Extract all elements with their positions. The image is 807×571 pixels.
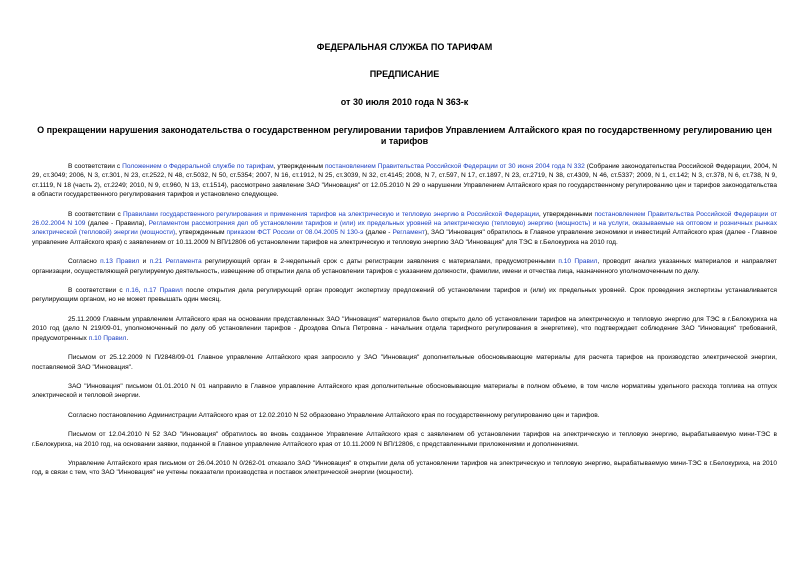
paragraph-text: В соответствии с [68, 163, 123, 170]
body-paragraph [32, 411, 777, 420]
legal-reference-link[interactable]: Регламент [392, 229, 425, 237]
paragraph-text: , утвержденным [273, 163, 325, 170]
paragraph-text: ), ЗАО "Инновация" обратилось в Главное управление экономики и инвестиций Алтайского края (далее - Главное управление Алтайского края) с заявлением от 10.11.2009 N ВП/12806 об установлении тарифов на электрическую и тепловую энергию ЗАО "Инновация" для ТЭС в г.Белокуриха на 2010 год. [32, 229, 777, 246]
legal-reference-link[interactable]: п.10 Правил [88, 334, 127, 342]
paragraph-text: , утвержденными [538, 210, 595, 218]
legal-reference-link[interactable]: постановлением Правительства Российской Федерации от 30 июня 2004 года N 332 [324, 163, 585, 170]
legal-reference-link[interactable]: п.13 Правил [100, 258, 140, 266]
paragraph-text: Письмом от 25.12.2009 N П/2848/09-01 Главное управление Алтайского края запросило у ЗАО "Инновация" дополнительные обосновывающие материалы для расчета тарифов на производство электрической энергии, поставляемой ЗАО "Инновация". [32, 354, 777, 371]
paragraph-text: Согласно [68, 258, 101, 266]
body-paragraph [32, 162, 777, 200]
paragraph-text: ЗАО "Инновация" письмом 01.01.2010 N 01 направило в Главное управление Алтайского края дополнительные обосновывающие материалы в полном объеме, в том числе нормативы удельного расхода топлива на отпуск электрической и тепловой энергии. [32, 382, 777, 400]
paragraph-text: В соответствии с [68, 287, 126, 295]
legal-reference-link[interactable]: Положением о Федеральной службе по тарифам [122, 163, 274, 170]
legal-reference-link[interactable]: п.16 [125, 287, 139, 295]
legal-reference-link[interactable]: п.10 Правил [558, 258, 598, 266]
legal-reference-link[interactable]: приказом ФСТ России от 08.04.2005 N 130-э [226, 229, 364, 237]
paragraph-text: (далее - Правила), [85, 220, 149, 228]
paragraph-text: , [138, 287, 144, 295]
legal-reference-link[interactable]: п.17 Правил [143, 287, 183, 295]
body-paragraph [32, 430, 777, 449]
paragraph-text: после открытия дела регулирующий орган проводит экспертизу предложений об установлении тарифов и (или) их предельных уровней. Срок проведения экспертизы устанавливается регулирующим органом, но не может превышать один месяц. [32, 287, 777, 304]
document-date: от 30 июля 2010 года N 363-к [340, 97, 469, 107]
paragraph-text: регулирующий орган в 2-недельный срок с даты регистрации заявления с материалами, предусмотренными [201, 258, 559, 266]
paragraph-text: В соответствии с [68, 210, 123, 218]
paragraph-text: Письмом от 12.04.2010 N 52 ЗАО "Инновация" обратилось во вновь созданное Управление Алтайского края с заявлением об установлении тарифов на электрическую и тепловую энергию, вырабатываемую мини-ТЭС в г.Белокуриха, на 2010 год, на основании заявки, поданной в Главное управление Алтайского края от 10.11.2009 N ВП/12806, с представленными приложениями и дополнениями. [32, 431, 777, 448]
body-paragraph [32, 382, 777, 401]
legal-reference-link[interactable]: п.21 Регламента [149, 258, 202, 266]
paragraph-text: 25.11.2009 Главным управлением Алтайского края на основании представленных ЗАО "Инновация" материалов было открыто дело об установлении тарифов на электрическую и тепловую энергию для ТЭС в г.Белокуриха на 2010 год (дело N 219/09-01, уполномоченный по делу об установлении тарифов - Дроздова Ольга Петровна - начальник отдела тарифного регулирования в энергетике), что подтверждает соблюдение ЗАО "Инновация" требований, предусмотренных [32, 315, 777, 342]
body-paragraph [32, 459, 777, 478]
document-body [32, 162, 777, 478]
legal-reference-link[interactable]: постановлением Правительства Российской Федерации от 26.02.2004 N 109 [32, 210, 777, 228]
legal-reference-link[interactable]: Правилами государственного регулирования и применения тарифов на электрическую и тепловую энергию в Российской Федерации [123, 210, 539, 218]
paragraph-text: Согласно постановлению Администрации Алтайского края от 12.02.2010 N 52 образовано Управление Алтайского края по государственному регулированию цен и тарифов. [68, 411, 600, 419]
paragraph-text: (Собрание законодательства Российской Федерации, 2004, N 29, ст.3049; 2006, N 3, ст.301, N 23, ст.2522, N 48, ст.5032, N 50, ст.5354; 2007, N 16, ст.1912, N 25, ст.3039, N 32, ст.4145; 2008, N 7, ст.597, N 17, ст.1897, N 23, ст.2719, N 38, ст.4309, N 46, ст.5337; 2009, N 1, ст.142; N 3, ст.378, N 6, ст.738, N 9, ст.1119, N 18 (часть 2), ст.2249; 2010, N 9, ст.960, N 13, ст.1514), рассмотрено заявление ЗАО "Инновация" от 12.05.2010 N 29 о нарушении Управлением Алтайского края по государственному регулированию цен и тарифов законодательства в области государственного регулирования тарифов и установлено следующее. [32, 163, 778, 199]
paragraph-text: , утвержденным [175, 229, 227, 237]
agency-title: ФЕДЕРАЛЬНАЯ СЛУЖБА ПО ТАРИФАМ [316, 42, 493, 52]
paragraph-text: . [126, 334, 129, 342]
document-subject: О прекращении нарушения законодательства о государственном регулировании тарифов Управлением Алтайского края по государственному регулированию цен и тарифов [37, 125, 772, 146]
paragraph-text: Управление Алтайского края письмом от 26.04.2010 N 0/262-01 отказало ЗАО "Инновация" в открытии дела об установлении тарифов на электрическую и тепловую энергию, вырабатываемую мини-ТЭС в г.Белокуриха, на 2010 год, в связи с тем, что ЗАО "Инновация" не учтены показатели производства и поставок электрической энергии (мощности). [32, 459, 777, 477]
document-page [32, 42, 777, 478]
body-paragraph [32, 315, 777, 343]
paragraph-text: (далее - [363, 229, 393, 237]
document-kind: ПРЕДПИСАНИЕ [369, 69, 440, 79]
body-paragraph [32, 210, 777, 248]
paragraph-text: , проводит анализ указанных материалов и направляет организации, осуществляющей регулируемую деятельность, извещение об открытии дела об установлении тарифов с указанием должности, фамилии, имени и отчества лица, назначенного уполномоченным по делу. [32, 258, 777, 275]
body-paragraph [32, 353, 777, 372]
body-paragraph [32, 257, 777, 276]
legal-reference-link[interactable]: Регламентом рассмотрения дел об установлении тарифов и (или) их предельных уровней на электрическую (тепловую) энергию (мощность) и на услуги, оказываемые на оптовом и розничных рынках электрической (тепловой) энергии (мощности) [32, 220, 777, 237]
paragraph-text: и [139, 258, 150, 266]
body-paragraph [32, 286, 777, 305]
